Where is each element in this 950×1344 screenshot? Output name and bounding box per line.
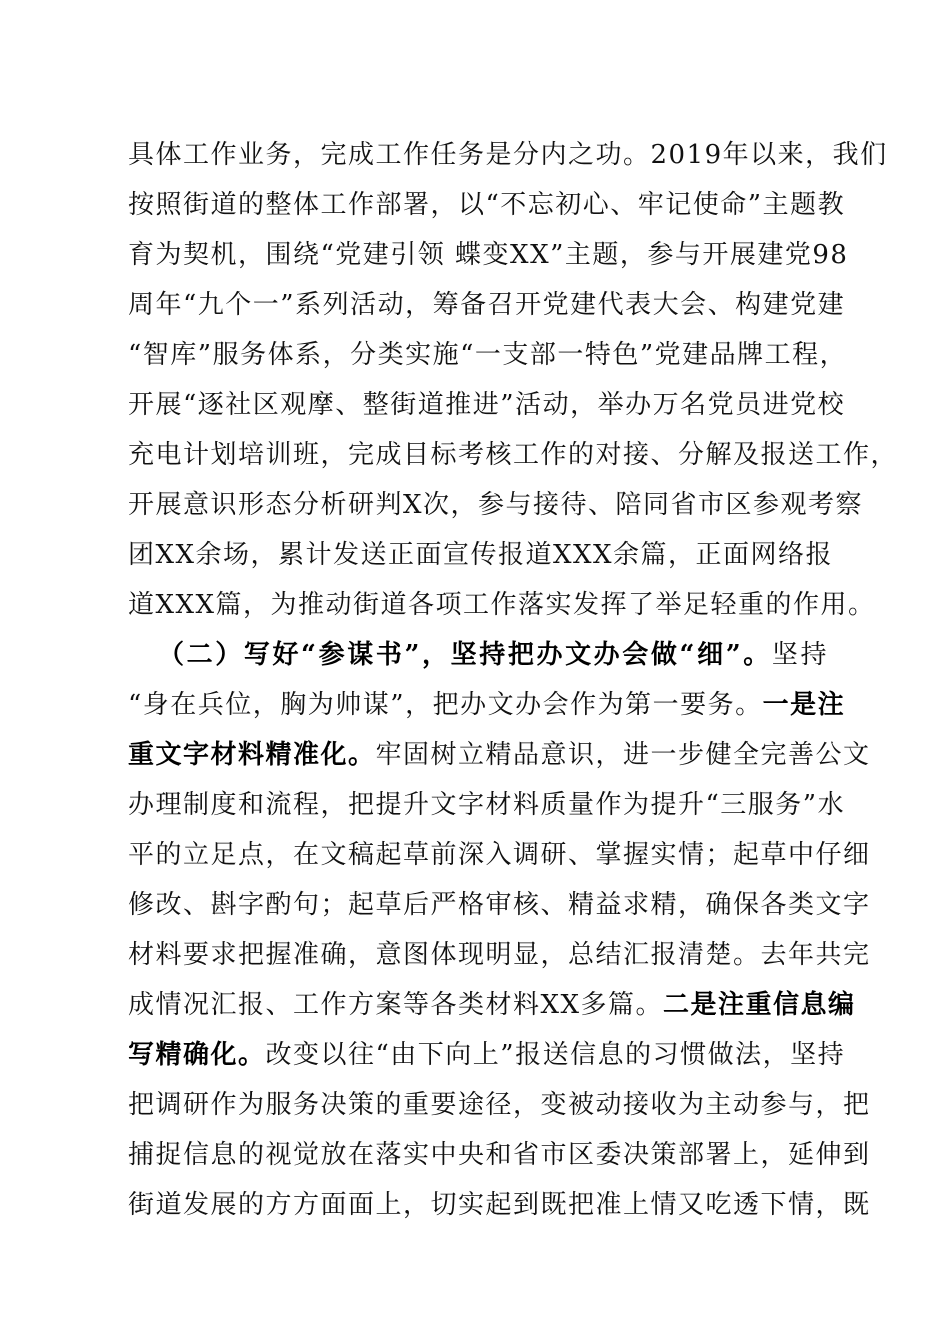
point-heading: 写精确化。 — [128, 1040, 266, 1070]
line-text: 改变以往“由下向上”报送信息的习惯做法，坚持 — [265, 1040, 846, 1070]
line-text: 平的立足点，在文稿起草前深入调研、掌握实情；起草中仔细 — [128, 840, 871, 870]
line-text: “身在兵位，胸为帅谋”，把办文办会作为第一要务。 — [128, 690, 763, 720]
line-text: 修改、斟字酌句；起草后严格审核、精益求精，确保各类文字 — [128, 890, 871, 920]
text-line-5 — [128, 330, 848, 380]
point-heading: 二是注重信息编 — [663, 990, 856, 1020]
line-text: 按照街道的整体工作部署，以“不忘初心、牢记使命”主题教 — [128, 190, 846, 220]
line-text: 充电计划培训班，完成目标考核工作的对接、分解及报送工作， — [128, 440, 899, 470]
text-line-4 — [128, 280, 846, 330]
line-text: “智库”服务体系，分类实施“一支部一特色”党建品牌工程， — [128, 340, 848, 370]
text-line-12 — [128, 680, 846, 730]
line-text: 开展“逐社区观摩、整街道推进”活动，举办万名党员进党校 — [128, 390, 846, 420]
line-text: 开展意识形态分析研判X次，参与接待、陪同省市区参观考察 — [128, 490, 864, 520]
text-line-1 — [128, 130, 888, 180]
text-line-14 — [128, 780, 846, 830]
text-line-20 — [128, 1080, 871, 1130]
point-heading: 重文字材料精准化。 — [128, 740, 376, 770]
line-text: 捕捉信息的视觉放在落实中央和省市区委决策部署上，延伸到 — [128, 1140, 871, 1170]
text-line-7 — [128, 430, 899, 480]
line-text: 街道发展的方方面面上，切实起到既把准上情又吃透下情，既 — [128, 1190, 871, 1220]
text-line-13 — [128, 730, 871, 780]
text-line-8 — [128, 480, 864, 530]
text-line-21 — [128, 1130, 871, 1180]
text-line-22 — [128, 1180, 871, 1230]
line-text: 具体工作业务，完成工作任务是分内之功。2019年以来，我们 — [128, 140, 888, 170]
line-text: 成情况汇报、工作方案等各类材料XX多篇。 — [128, 990, 664, 1020]
point-heading: 一是注 — [762, 690, 846, 720]
line-text: 把调研作为服务决策的重要途径，变被动接收为主动参与，把 — [128, 1090, 871, 1120]
text-line-10 — [128, 580, 876, 630]
text-line-9 — [128, 530, 834, 580]
line-text: 周年“九个一”系列活动，筹备召开党建代表大会、构建党建 — [128, 290, 846, 320]
text-line-2 — [128, 180, 846, 230]
text-line-19 — [128, 1030, 846, 1080]
line-text: 团XX余场，累计发送正面宣传报道XXX余篇，正面网络报 — [128, 540, 834, 570]
text-line-15 — [128, 830, 871, 880]
text-line-11 — [158, 630, 828, 680]
line-text: 育为契机，围绕“党建引领 蝶变XX”主题，参与开展建党98 — [128, 240, 849, 270]
line-text: 材料要求把握准确，意图体现明显，总结汇报清楚。去年共完 — [128, 940, 871, 970]
line-text: 道XXX篇，为推动街道各项工作落实发挥了举足轻重的作用。 — [128, 590, 876, 620]
line-text: 坚持 — [771, 640, 828, 670]
text-line-6 — [128, 380, 846, 430]
line-text: 办理制度和流程，把提升文字材料质量作为提升“三服务”水 — [128, 790, 846, 820]
text-line-17 — [128, 930, 871, 980]
section-heading: （二）写好“参谋书”，坚持把办文办会做“细”。 — [158, 640, 772, 670]
text-line-16 — [128, 880, 871, 930]
text-line-3 — [128, 230, 849, 280]
line-text: 牢固树立精品意识，进一步健全完善公文 — [375, 740, 871, 770]
text-line-18 — [128, 980, 856, 1030]
